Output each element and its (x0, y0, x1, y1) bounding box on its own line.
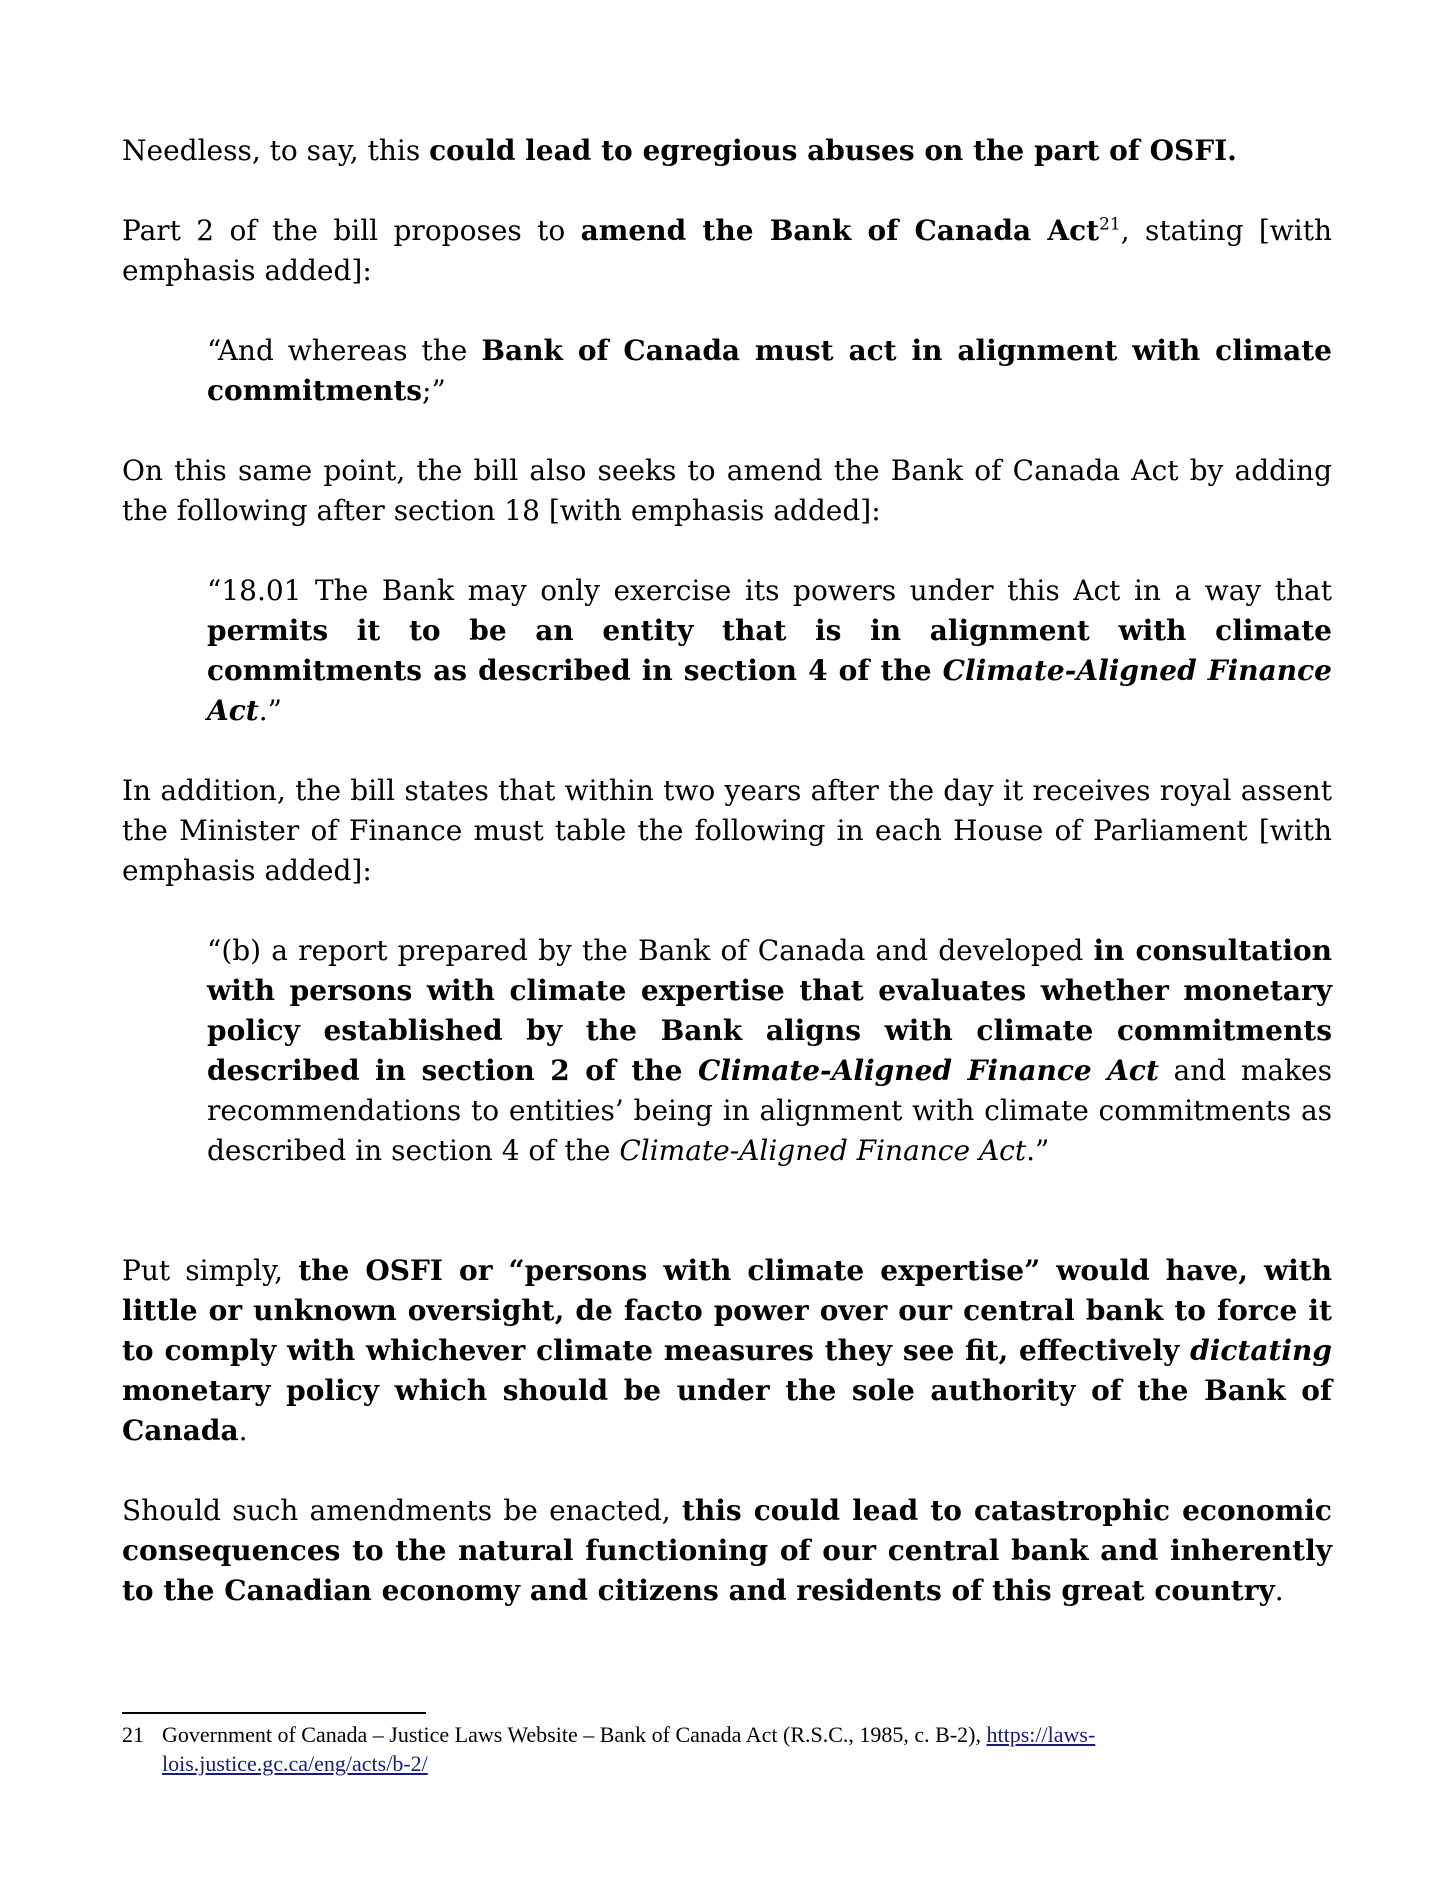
footnote-link[interactable]: https://laws-lois.justice.gc.ca/eng/acts/b-2/ (162, 1722, 1096, 1776)
text-run: “18.01 The Bank may only exercise its powers under this Act in a way that (207, 574, 1332, 607)
text-run: Put simply, (122, 1254, 299, 1287)
text-run: On this same point, the bill also seeks to amend the Bank of Canada Act by adding the following after section 18 [with emphasis added]: (122, 454, 1332, 527)
paragraph-part-2 (122, 211, 1332, 291)
bold-italic-act-title: Climate-Aligned Finance Act (697, 1054, 1159, 1087)
paragraph-osfi-abuses (122, 131, 1332, 171)
bold-italic-act-title: Climate-Aligned Finance Act (207, 654, 1332, 727)
italic-act-title: Climate-Aligned Finance Act (619, 1134, 1027, 1167)
text-run: In addition, the bill states that within two years after the day it receives royal assent the Minister of Finance must table the following in each House of Parliament [with emphasis added]: (122, 774, 1332, 887)
bold-text-run: could lead to egregious abuses on the part of OSFI. (429, 134, 1237, 167)
text-run: Needless, to say, this (122, 134, 430, 167)
footnote-citation: Government of Canada – Justice Laws Website – Bank of Canada Act (R.S.C., 1985, c. B-2), (162, 1722, 987, 1747)
text-run: “(b) a report prepared by the Bank of Canada and developed (207, 934, 1094, 967)
quote-whereas (207, 331, 1332, 411)
footnote-divider (122, 1712, 426, 1714)
bold-text-run: this could lead to catastrophic economic consequences to the natural functioning of our central bank and inherently to the Canadian economy and citizens and residents of this great country (122, 1494, 1332, 1607)
paragraph-put-simply (122, 1251, 1332, 1451)
bold-text-run: monetary policy which should be under the sole authority of the Bank of Canada (122, 1374, 1332, 1447)
bold-text-run: in consultation with persons with climate expertise that evaluates whether monetary policy established by the Bank aligns with climate commitments described in section 2 of the (207, 934, 1332, 1087)
text-run: , stating [with emphasis added]: (122, 214, 1333, 287)
paragraph-in-addition (122, 771, 1332, 891)
text-run: .” (1026, 1134, 1050, 1167)
text-run: . (1274, 1574, 1284, 1607)
text-run: Part 2 of the bill proposes to (122, 214, 581, 247)
bold-text-run: amend the Bank of Canada Act (580, 214, 1100, 247)
quote-section-18-01 (207, 571, 1332, 731)
paragraph-should-such (122, 1491, 1332, 1611)
bold-text-run: the OSFI or “persons with climate expertise” would have, with little or unknown oversight, de facto power over our central bank to force it to comply with whichever climate measures they see fit, effectively (122, 1254, 1333, 1367)
footnote (122, 1720, 1182, 1778)
quote-report (207, 931, 1332, 1171)
text-run: ;” (422, 374, 446, 407)
bold-text-run: permits it to be an entity that is in alignment with climate commitments as described in section 4 of the (207, 614, 1332, 687)
text-run: .” (258, 694, 282, 727)
bold-text-run: Bank of Canada must act in alignment with climate commitments (207, 334, 1332, 407)
text-run: . (238, 1414, 248, 1447)
text-run: Should such amendments be enacted, (122, 1494, 682, 1527)
bold-italic-text-run: dictating (1190, 1334, 1332, 1367)
footnote-reference[interactable]: 21 (1099, 214, 1121, 235)
footnote-number: 21 (122, 1722, 144, 1747)
text-run: and makes recommendations to entities’ being in alignment with climate commitments as described in section 4 of the (207, 1054, 1332, 1167)
footnote-text (162, 1720, 1182, 1778)
text-run: “And whereas the (207, 334, 482, 367)
paragraph-same-point (122, 451, 1332, 531)
